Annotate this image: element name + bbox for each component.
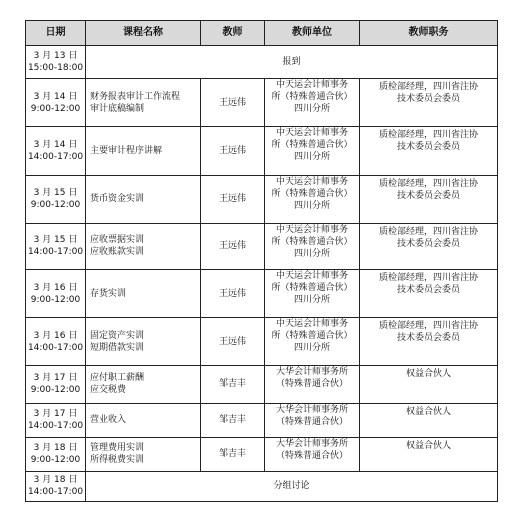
date-cell: 3 月 17 日 9:00-12:00 [26,366,86,403]
header-date: 日期 [26,21,86,46]
teacher-cell: 王远伟 [201,318,265,366]
course-cell: 应收票据实训 应收账款实训 [86,223,201,269]
table-row [26,437,498,471]
unit-cell: 中天运会计师事务 所（特殊普通合伙） 四川分所 [265,79,360,127]
course-cell: 应付职工薪酬 应交税费 [86,366,201,403]
teacher-cell: 邹吉丰 [201,366,265,403]
header-title: 教师职务 [360,21,498,46]
date-cell: 3 月 14 日 9:00-12:00 [26,79,86,127]
title-cell: 质检部经理，四川省注协 技术委员会委员 [360,318,498,366]
unit-cell: 中天运会计师事务 所（特殊普通合伙） 四川分所 [265,269,360,317]
date-cell: 3 月 14 日 14:00-17:00 [26,127,86,175]
title-cell: 权益合伙人 [360,437,498,471]
teacher-cell: 王远伟 [201,223,265,269]
teacher-cell: 王远伟 [201,269,265,317]
activity-cell: 报到 [86,46,498,79]
date-cell: 3 月 15 日 14:00-17:00 [26,223,86,269]
header-unit: 教师单位 [265,21,360,46]
date-cell: 3 月 18 日 14:00-17:00 [26,471,86,501]
header-course: 课程名称 [86,21,201,46]
unit-cell: 中天运会计师事务 所（特殊普通合伙） 四川分所 [265,127,360,175]
table-row [26,79,498,127]
table-row [26,471,498,501]
teacher-cell: 王远伟 [201,79,265,127]
title-cell: 质检部经理，四川省注协 技术委员会委员 [360,269,498,317]
header-row [26,21,498,46]
course-cell: 营业收入 [86,403,201,437]
header-teacher: 教师 [201,21,265,46]
course-cell: 主要审计程序讲解 [86,127,201,175]
table-row [26,403,498,437]
unit-cell: 中天运会计师事务 所（特殊普通合伙） 四川分所 [265,318,360,366]
activity-cell: 分组讨论 [86,471,498,501]
date-cell: 3 月 16 日 9:00-12:00 [26,269,86,317]
title-cell: 权益合伙人 [360,403,498,437]
course-cell: 存货实训 [86,269,201,317]
table-body [26,46,498,502]
title-cell: 质检部经理，四川省注协 技术委员会委员 [360,79,498,127]
teacher-cell: 邹吉丰 [201,437,265,471]
teacher-cell: 邹吉丰 [201,403,265,437]
table-row [26,175,498,223]
date-cell: 3 月 16 日 14:00-17:00 [26,318,86,366]
title-cell: 质检部经理，四川省注协 技术委员会委员 [360,223,498,269]
title-cell: 权益合伙人 [360,366,498,403]
unit-cell: 大华会计师事务所 （特殊普通合伙） [265,437,360,471]
date-cell: 3 月 13 日 15:00-18:00 [26,46,86,79]
date-cell: 3 月 18 日 9:00-12:00 [26,437,86,471]
title-cell: 质检部经理，四川省注协 技术委员会委员 [360,175,498,223]
teacher-cell: 王远伟 [201,175,265,223]
table-row [26,318,498,366]
table-row [26,223,498,269]
unit-cell: 中天运会计师事务 所（特殊普通合伙） 四川分所 [265,223,360,269]
table-row [26,46,498,79]
table-row [26,127,498,175]
unit-cell: 中天运会计师事务 所（特殊普通合伙） 四川分所 [265,175,360,223]
date-cell: 3 月 17 日 14:00-17:00 [26,403,86,437]
table-row [26,269,498,317]
course-cell: 货币资金实训 [86,175,201,223]
table-row [26,366,498,403]
course-cell: 管理费用实训 所得税费实训 [86,437,201,471]
unit-cell: 大华会计师事务所 （特殊普通合伙） [265,403,360,437]
title-cell: 质检部经理，四川省注协 技术委员会委员 [360,127,498,175]
table-header [26,21,498,46]
schedule-table [25,20,498,502]
course-cell: 财务报表审计工作流程 审计底稿编制 [86,79,201,127]
date-cell: 3 月 15 日 9:00-12:00 [26,175,86,223]
course-cell: 固定资产实训 短期借款实训 [86,318,201,366]
unit-cell: 大华会计师事务所 （特殊普通合伙） [265,366,360,403]
teacher-cell: 王远伟 [201,127,265,175]
